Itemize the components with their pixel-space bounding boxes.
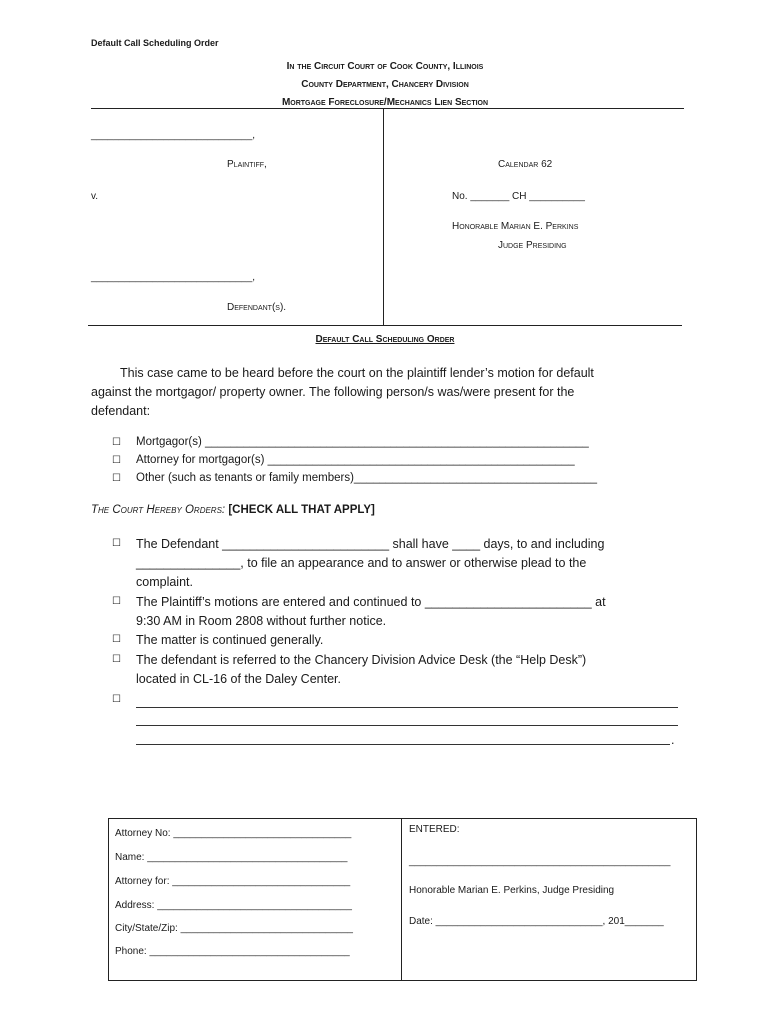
judge-presiding-label: Honorable Marian E. Perkins, Judge Presiding <box>409 885 615 896</box>
judge-title: Judge Presiding <box>498 240 567 251</box>
checkbox-order-4[interactable]: ☐ <box>112 654 121 665</box>
court-name: In the Circuit Court of Cook County, Illinois <box>286 61 484 72</box>
attorney-for-field[interactable]: Attorney for: ________________________________ <box>115 876 351 887</box>
other-order-line-2[interactable] <box>136 725 678 726</box>
address-field[interactable]: Address: ___________________________________ <box>115 900 352 911</box>
orders-heading-bold: [CHECK ALL THAT APPLY] <box>228 504 375 516</box>
court-section: Mortgage Foreclosure/Mechanics Lien Section <box>281 97 489 108</box>
intro-line-1: This case came to be heard before the court on the plaintiff lender’s motion for default <box>120 366 594 380</box>
order-4-line-2: located in CL-16 of the Daley Center. <box>136 672 341 686</box>
other-order-period: . <box>671 733 675 747</box>
judge-signature-line[interactable]: _______________________________________________ <box>409 856 671 867</box>
case-number: No. _______ CH __________ <box>452 191 585 202</box>
order-1-line-2: _______________, to file an appearance and to answer or otherwise plead to the <box>136 556 587 570</box>
checkbox-order-1[interactable]: ☐ <box>112 538 121 549</box>
judge-name: Honorable Marian E. Perkins <box>452 221 579 232</box>
orders-heading-italic: The Court Hereby Orders: <box>91 504 226 516</box>
order-2-line-2: 9:30 AM in Room 2808 without further notice. <box>136 614 387 628</box>
intro-line-3: defendant: <box>91 404 151 418</box>
other-order-line-3[interactable] <box>136 744 670 745</box>
present-attorney: Attorney for mortgagor(s) ________________________________________________ <box>136 454 575 466</box>
defendant-label: Defendant(s). <box>227 302 287 313</box>
present-mortgagor: Mortgagor(s) ____________________________________________________________ <box>136 436 589 448</box>
signature-box-divider <box>401 818 402 981</box>
document-title: Default Call Scheduling Order <box>91 38 219 48</box>
defendant-blank: _____________________________, <box>91 272 256 283</box>
calendar-label: Calendar 62 <box>498 159 553 170</box>
checkbox-order-3[interactable]: ☐ <box>112 634 121 645</box>
caption-bottom-rule <box>88 325 682 326</box>
plaintiff-blank: _____________________________, <box>91 130 256 141</box>
order-1-line-1: The Defendant ________________________ shall have ____ days, to and including <box>136 537 605 551</box>
court-department: County Department, Chancery Division <box>301 79 469 90</box>
caption-top-rule <box>91 108 684 109</box>
present-other: Other (such as tenants or family members)______________________________________ <box>136 472 597 484</box>
entered-label: ENTERED: <box>409 824 460 835</box>
checkbox-other[interactable]: ☐ <box>112 473 121 484</box>
city-state-zip-field[interactable]: City/State/Zip: _______________________________ <box>115 923 353 934</box>
orders-heading <box>91 504 375 516</box>
phone-field[interactable]: Phone: ____________________________________ <box>115 946 350 957</box>
date-field[interactable]: Date: ______________________________, 201_______ <box>409 916 664 927</box>
plaintiff-label: Plaintiff, <box>227 159 267 170</box>
attorney-no-field[interactable]: Attorney No: ________________________________ <box>115 828 352 839</box>
name-field[interactable]: Name: ____________________________________ <box>115 852 348 863</box>
other-order-line-1[interactable] <box>136 707 678 708</box>
intro-line-2: against the mortgagor/ property owner. The following person/s was/were present for the <box>91 385 575 399</box>
order-4-line-1: The defendant is referred to the Chancery Division Advice Desk (the “Help Desk”) <box>136 653 587 667</box>
caption-divider <box>383 108 384 326</box>
checkbox-mortgagor[interactable]: ☐ <box>112 437 121 448</box>
checkbox-attorney[interactable]: ☐ <box>112 455 121 466</box>
order-2-line-1: The Plaintiff’s motions are entered and continued to ________________________ at <box>136 595 606 609</box>
checkbox-order-2[interactable]: ☐ <box>112 596 121 607</box>
order-title: Default Call Scheduling Order <box>315 334 455 345</box>
versus-label: v. <box>91 191 99 202</box>
order-3-line-1: The matter is continued generally. <box>136 633 324 647</box>
checkbox-order-other[interactable]: ☐ <box>112 694 121 705</box>
order-1-line-3: complaint. <box>136 575 193 589</box>
